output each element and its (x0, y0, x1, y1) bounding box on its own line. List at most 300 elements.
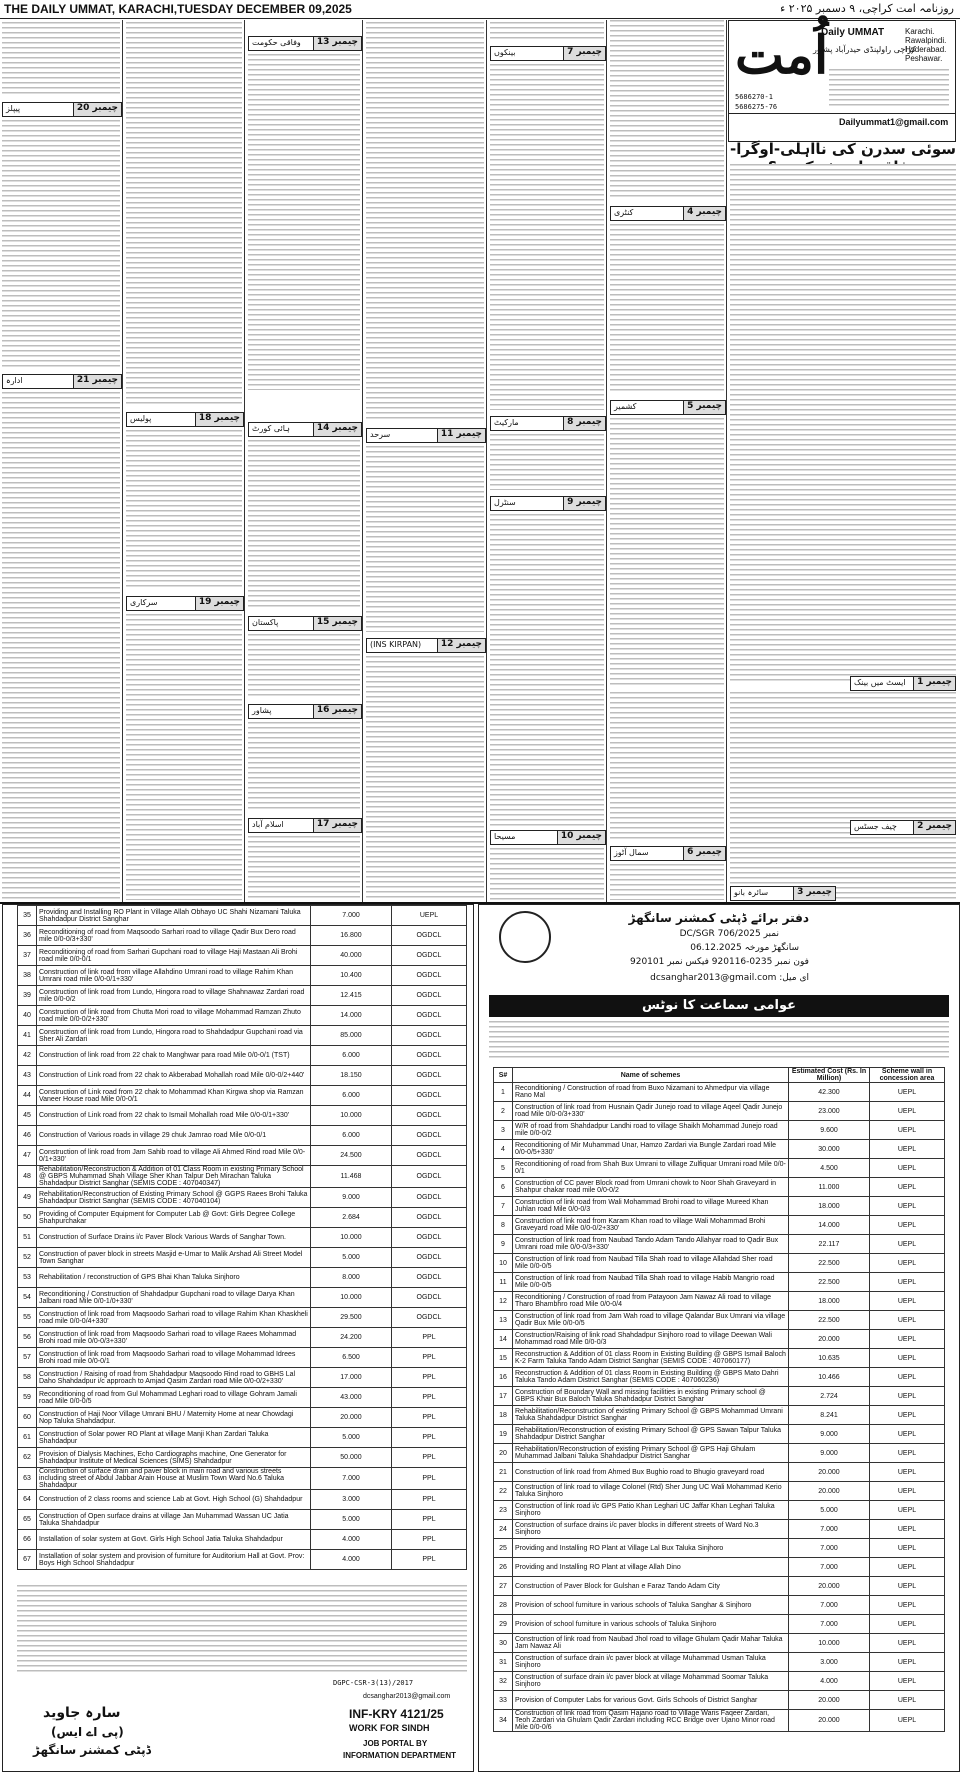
table-row (494, 1444, 945, 1463)
section-number: چیمبر 20 (73, 103, 121, 116)
row-scheme-type: UEPL (870, 1083, 945, 1102)
table-row (494, 1710, 945, 1732)
office-email: ای میل: dcsanghar2013@gmail.com (650, 973, 809, 983)
row-number: 19 (494, 1425, 513, 1444)
table-row (18, 1268, 467, 1288)
row-cost: 24.500 (311, 1146, 392, 1166)
top-dateline-bar (0, 0, 960, 19)
row-scheme-name: Construction of link road from village Allahdino Umrani road to village Rahim Khan Umrani road mile 0/0-0/1+330' (37, 966, 311, 986)
row-scheme-name: Construction of link road from Wali Mohammad Brohi road to village Mureed Khan Juhlan road Mile 0/0-0/3 (513, 1197, 789, 1216)
masthead-tagline: کراچی راولپنڈی حیدرآباد پشاور (813, 45, 916, 54)
row-scheme-type: OGDCL (392, 1228, 467, 1248)
section-number: چیمبر 16 (313, 705, 361, 718)
section-header (610, 846, 726, 861)
city: Rawalpindi. (905, 36, 947, 45)
row-cost: 5.000 (311, 1248, 392, 1268)
office-name: دفتر برائے ڈپٹی کمشنر سانگھڑ (628, 911, 809, 925)
row-cost: 43.000 (311, 1388, 392, 1408)
row-scheme-type: UEPL (870, 1273, 945, 1292)
row-cost: 6.000 (311, 1126, 392, 1146)
section-header (366, 428, 486, 443)
dateline-urdu: روزنامہ امت کراچی، ۹ دسمبر ۲۰۲۵ ء (780, 2, 954, 15)
row-cost: 9.600 (789, 1121, 870, 1140)
row-scheme-name: Construction of link road from Chutta Mori road to village Mohammad Ramzan Zhuto road mile 0/0-0/2+330' (37, 1006, 311, 1026)
row-scheme-name: Reconstruction & Addition of 01 class Room in Existing Building @ GBPS Ismail Baloch K-2 Farm Taluka Tando Adam District Sanghar (SEMIS CODE : 407060177) (513, 1349, 789, 1368)
row-scheme-name: Reconditioning of Mir Muhammad Unar, Hamzo Zardari via Bungle Zardari road Mile 0/0-0/5+330' (513, 1140, 789, 1159)
table-row (494, 1653, 945, 1672)
row-scheme-type: OGDCL (392, 1086, 467, 1106)
row-cost: 20.000 (789, 1330, 870, 1349)
section-header (248, 616, 362, 631)
row-cost: 4.000 (789, 1672, 870, 1691)
row-scheme-type: PPL (392, 1490, 467, 1510)
section-number: چیمبر 17 (313, 819, 361, 832)
row-cost: 4.000 (311, 1550, 392, 1570)
row-number: 62 (18, 1448, 37, 1468)
section-number: چیمبر 7 (563, 47, 605, 60)
row-cost: 18.150 (311, 1066, 392, 1086)
row-number: 1 (494, 1083, 513, 1102)
row-scheme-type: PPL (392, 1408, 467, 1428)
row-number: 11 (494, 1273, 513, 1292)
section-number: چیمبر 2 (913, 821, 955, 834)
row-cost: 14.000 (311, 1006, 392, 1026)
table-row (18, 1328, 467, 1348)
column-rule (606, 20, 607, 902)
row-number: 64 (18, 1490, 37, 1510)
table-row (18, 1530, 467, 1550)
row-cost: 10.000 (311, 1288, 392, 1308)
column-text (490, 434, 604, 490)
table-row (18, 1468, 467, 1490)
city: Peshawar. (905, 54, 943, 63)
row-scheme-type: UEPL (870, 1216, 945, 1235)
row-scheme-name: Construction of CC paver Block road from Umrani chowk to Noor Shah Graveyard in Shahpur chakar road mile 0/0-0/2 (513, 1178, 789, 1197)
row-scheme-name: Reconditioning of road from Shah Bux Umrani to village Zulfiquar Umrani road Mile 0/0-0/1 (513, 1159, 789, 1178)
tender-ad-left (2, 904, 474, 1772)
row-scheme-name: Construction of surface drain i/c paver block at village Mohammad Soomar Taluka Sinjhoro (513, 1672, 789, 1691)
row-number: 6 (494, 1178, 513, 1197)
row-scheme-type: UEPL (870, 1292, 945, 1311)
row-scheme-name: Construction of Surface Drains i/c Paver Block Various Wards of Sanghar Town. (37, 1228, 311, 1248)
section-number: چیمبر 21 (73, 375, 121, 388)
city: Karachi. (905, 27, 935, 36)
section-header (490, 46, 606, 61)
row-number: 65 (18, 1510, 37, 1530)
section-header (850, 820, 956, 835)
table-row (18, 926, 467, 946)
row-cost: 20.000 (311, 1408, 392, 1428)
row-scheme-type: UEPL (870, 1102, 945, 1121)
row-scheme-type: UEPL (870, 1710, 945, 1732)
table-row (494, 1197, 945, 1216)
row-number: 3 (494, 1121, 513, 1140)
row-scheme-name: Rehabilitation/Reconstruction of Existing Primary School @ GGPS Raees Brohi Taluka Shahdadpur District Sanghar (SEMIS CODE : 407040104) (37, 1188, 311, 1208)
row-scheme-name: Rehabilitation/Reconstruction of existing Primary School @ GBPS Mohammad Umrani Taluka Shahdadpur District Sanghar (513, 1406, 789, 1425)
row-cost: 10.466 (789, 1368, 870, 1387)
row-scheme-name: Construction of link road from Karam Khan road to village Wali Mohammad Brohi Graveyard road Mile 0/0-0/2+330' (513, 1216, 789, 1235)
row-scheme-name: Reconditioning of road from Gul Mohammad Leghari road to village Gohram Jamali road Mile 0/0-0/5 (37, 1388, 311, 1408)
dgpc-ref: DGPC-CSR-3(13)/2017 (333, 1679, 414, 1687)
table-row (18, 1490, 467, 1510)
row-cost: 9.000 (789, 1444, 870, 1463)
column-text (248, 54, 360, 390)
row-number: 27 (494, 1577, 513, 1596)
section-header (610, 400, 726, 415)
table-row (494, 1406, 945, 1425)
row-number: 58 (18, 1368, 37, 1388)
column-rule (362, 20, 363, 902)
section-header (610, 206, 726, 221)
row-scheme-name: Construction of Paver Block for Gulshan e Faraz Tando Adam City (513, 1577, 789, 1596)
column-text (490, 64, 604, 410)
row-scheme-type: UEPL (870, 1577, 945, 1596)
section-subtitle: سائرہ بانو (734, 888, 769, 897)
row-cost: 9.000 (789, 1425, 870, 1444)
row-cost: 10.635 (789, 1349, 870, 1368)
section-subtitle: اسلام آباد (252, 820, 284, 829)
row-scheme-name: Construction of link road from Lundo, Hingora road to Shahdadpur Gupchani road via Sher Ali Zardari (37, 1026, 311, 1046)
row-cost: 23.000 (789, 1102, 870, 1121)
column-text (610, 224, 724, 394)
row-cost: 3.000 (311, 1490, 392, 1510)
section-header (248, 704, 362, 719)
row-scheme-type: UEPL (870, 1406, 945, 1425)
row-cost: 20.000 (789, 1463, 870, 1482)
section-number: چیمبر 6 (683, 847, 725, 860)
table-row (494, 1159, 945, 1178)
section-subtitle: پشاور (252, 706, 272, 715)
row-scheme-type: UEPL (870, 1653, 945, 1672)
table-row (18, 1308, 467, 1328)
row-number: 37 (18, 946, 37, 966)
row-number: 15 (494, 1349, 513, 1368)
row-scheme-type: PPL (392, 1448, 467, 1468)
row-cost: 9.000 (311, 1188, 392, 1208)
row-number: 57 (18, 1348, 37, 1368)
row-scheme-name: Providing and Installing RO Plant in Village Allah Obhayo UC Shahi Nizamani Taluka Shahdadpur District Sanghar (37, 906, 311, 926)
row-number: 31 (494, 1653, 513, 1672)
row-scheme-name: Reconditioning / Construction of Shahdadpur Gupchani road to village Darya Khan Jalbani road Mile 0/0-1/0+330' (37, 1288, 311, 1308)
table-row (18, 906, 467, 926)
row-scheme-type: OGDCL (392, 1066, 467, 1086)
row-number: 23 (494, 1501, 513, 1520)
row-cost: 85.000 (311, 1026, 392, 1046)
row-cost: 6.000 (311, 1046, 392, 1066)
row-cost: 12.415 (311, 986, 392, 1006)
row-number: 30 (494, 1634, 513, 1653)
row-cost: 17.000 (311, 1368, 392, 1388)
row-scheme-name: Construction of link road i/c GPS Patio Khan Leghari UC Jaffar Khan Leghari Taluka Sinjhoro (513, 1501, 789, 1520)
col-header-cost: Estimated Cost (Rs. In Million) (789, 1068, 870, 1083)
row-scheme-name: Construction of link road from 22 chak to Manghwar para road Mile 0/0-0/1 (TST) (37, 1046, 311, 1066)
table-row (18, 1106, 467, 1126)
officer-name: سارہ جاوید (43, 1705, 121, 1721)
row-number: 42 (18, 1046, 37, 1066)
masthead-address-text (829, 69, 949, 109)
row-scheme-name: Construction of link road from Naubad Tilla Shah road to village Allahdad Sher road Mile 0/0-0/5 (513, 1254, 789, 1273)
table-row (18, 1066, 467, 1086)
section-number: چیمبر 5 (683, 401, 725, 414)
row-number: 46 (18, 1126, 37, 1146)
row-number: 10 (494, 1254, 513, 1273)
sindh-govt-seal-icon (499, 911, 551, 963)
table-row (18, 1408, 467, 1428)
row-scheme-name: Construction of link road to village Colonel (Rtd) Sher Jung UC Wali Mohammad Kerio Taluka Sinjhoro (513, 1482, 789, 1501)
row-number: 54 (18, 1288, 37, 1308)
column-rule (244, 20, 245, 902)
letter-date: سانگھڑ مورخہ 06.12.2025 (690, 943, 799, 953)
ummat-logo: اُمت (735, 25, 829, 86)
column-rule (726, 20, 727, 902)
row-scheme-type: OGDCL (392, 1126, 467, 1146)
column-text (2, 22, 120, 96)
row-scheme-name: Construction of Link road from 22 chak to Mohammad Khan Kirgwa shop via Ramzan Vaneer House road Mile 0/0-0/1 (37, 1086, 311, 1106)
section-header (730, 886, 836, 901)
row-scheme-type: PPL (392, 1388, 467, 1408)
table-row (494, 1425, 945, 1444)
table-row (494, 1330, 945, 1349)
row-cost: 50.000 (311, 1448, 392, 1468)
row-cost: 7.000 (789, 1615, 870, 1634)
notice-title: عوامی سماعت کا نوٹس (489, 995, 949, 1017)
table-row (494, 1482, 945, 1501)
table-row (18, 1428, 467, 1448)
row-number: 56 (18, 1328, 37, 1348)
editorial-body (730, 164, 956, 684)
row-scheme-name: Construction of link road from Lundo, Hingora road to village Shahnawaz Zardari road mile 0/0-0/2 (37, 986, 311, 1006)
row-scheme-type: UEPL (870, 1444, 945, 1463)
editorial-headline: سوئی سدرن کی نااہلی-اوگرا- (730, 140, 956, 158)
table-row (494, 1292, 945, 1311)
row-number: 7 (494, 1197, 513, 1216)
table-row (494, 1691, 945, 1710)
row-scheme-type: UEPL (870, 1634, 945, 1653)
table-row (18, 1388, 467, 1408)
row-cost: 8.000 (311, 1268, 392, 1288)
section-subtitle: بینکوں (494, 48, 516, 57)
table-row (494, 1311, 945, 1330)
section-number: چیمبر 18 (195, 413, 243, 426)
row-cost: 42.300 (789, 1083, 870, 1102)
row-cost: 40.000 (311, 946, 392, 966)
row-scheme-type: UEPL (870, 1691, 945, 1710)
row-scheme-type: UEPL (870, 1615, 945, 1634)
row-scheme-type: OGDCL (392, 1248, 467, 1268)
table-row (18, 986, 467, 1006)
row-number: 59 (18, 1388, 37, 1408)
row-scheme-name: Provision of school furniture in various schools of Taluka Sinjhoro (513, 1615, 789, 1634)
row-scheme-name: Reconstruction & Addition of 01 class Room in Existing Building @ GBPS Mato Dahri Taluka Tando Adam District Sanghar (SEMIS CODE : 407060236) (513, 1368, 789, 1387)
column-text (366, 22, 484, 422)
row-scheme-type: UEPL (870, 1463, 945, 1482)
row-number: 48 (18, 1166, 37, 1188)
row-scheme-name: Construction of Various roads in village 29 chuk Jamrao road Mile 0/0-0/1 (37, 1126, 311, 1146)
work-for-sindh: WORK FOR SINDH (349, 1723, 430, 1733)
table-row (494, 1368, 945, 1387)
row-scheme-type: UEPL (870, 1596, 945, 1615)
masthead (728, 20, 956, 142)
row-scheme-name: Construction of surface drain and paver block in main road and various streets including street of Abdul Jabbar Arain House at Muslim Town Ward No.6 Taluka Shahdadpur (37, 1468, 311, 1490)
row-number: 44 (18, 1086, 37, 1106)
column-text (366, 446, 484, 632)
editorial-body-2 (730, 692, 956, 902)
row-cost: 4.000 (311, 1530, 392, 1550)
column-text (366, 656, 484, 900)
row-cost: 10.000 (311, 1106, 392, 1126)
table-row (18, 1146, 467, 1166)
table-row (494, 1672, 945, 1691)
section-number: چیمبر 15 (313, 617, 361, 630)
row-number: 52 (18, 1248, 37, 1268)
ad-notes-text (17, 1585, 467, 1675)
row-number: 5 (494, 1159, 513, 1178)
row-cost: 11.468 (311, 1166, 392, 1188)
row-scheme-type: OGDCL (392, 1308, 467, 1328)
row-cost: 20.000 (789, 1577, 870, 1596)
row-scheme-name: Construction of paver block in streets Masjid e-Umar to Malik Arshad Ali Street Model Town Sanghar (37, 1248, 311, 1268)
row-scheme-type: UEPL (870, 1425, 945, 1444)
row-scheme-type: PPL (392, 1468, 467, 1490)
schemes-table-continued (17, 905, 467, 1570)
row-scheme-name: Construction/Raising of link road Shahdadpur Sinjhoro road to village Deewan Wali Mohammad road Mile 0/0-0/3 (513, 1330, 789, 1349)
section-subtitle: پیپلز (6, 104, 21, 113)
column-text (126, 614, 242, 900)
row-cost: 29.500 (311, 1308, 392, 1328)
row-scheme-type: PPL (392, 1510, 467, 1530)
row-number: 33 (494, 1691, 513, 1710)
row-cost: 7.000 (789, 1539, 870, 1558)
row-number: 49 (18, 1188, 37, 1208)
row-number: 2 (494, 1102, 513, 1121)
table-row (494, 1539, 945, 1558)
row-cost: 22.117 (789, 1235, 870, 1254)
row-scheme-type: PPL (392, 1530, 467, 1550)
city: Hyderabad. (905, 45, 947, 54)
row-number: 51 (18, 1228, 37, 1248)
row-scheme-type: UEPL (870, 1311, 945, 1330)
row-scheme-type: UEPL (870, 1482, 945, 1501)
row-scheme-type: OGDCL (392, 1166, 467, 1188)
row-scheme-type: UEPL (870, 1558, 945, 1577)
row-cost: 7.000 (789, 1596, 870, 1615)
row-number: 14 (494, 1330, 513, 1349)
row-number: 18 (494, 1406, 513, 1425)
row-scheme-type: OGDCL (392, 1288, 467, 1308)
letter-number: نمبر DC/SGR 706/2025 (679, 929, 779, 939)
ad-reference: INF-KRY 4121/25 (349, 1707, 444, 1721)
section-number: چیمبر 1 (913, 677, 955, 690)
table-row (18, 1208, 467, 1228)
row-number: 41 (18, 1026, 37, 1046)
table-row (494, 1083, 945, 1102)
row-cost: 5.000 (311, 1428, 392, 1448)
phone-1: 5686270-1 (735, 93, 773, 101)
table-row (494, 1273, 945, 1292)
row-number: 21 (494, 1463, 513, 1482)
row-scheme-type: UEPL (870, 1349, 945, 1368)
column-text (490, 848, 604, 900)
row-number: 39 (18, 986, 37, 1006)
row-scheme-name: Construction of Boundary Wall and missing facilities in existing Primary school @ GBPS Khair Bux Baloch Taluka Shahdadpur District Sanghar (513, 1387, 789, 1406)
section-number: چیمبر 13 (313, 37, 361, 50)
row-cost: 20.000 (789, 1691, 870, 1710)
table-row (18, 1510, 467, 1530)
row-scheme-type: UEPL (870, 1159, 945, 1178)
section-header (248, 818, 362, 833)
row-number: 16 (494, 1368, 513, 1387)
row-number: 8 (494, 1216, 513, 1235)
table-row (18, 1228, 467, 1248)
job-portal: JOB PORTAL BY (363, 1739, 428, 1748)
table-row (18, 1448, 467, 1468)
table-row (18, 1166, 467, 1188)
row-scheme-type: OGDCL (392, 1188, 467, 1208)
masthead-divider (729, 113, 955, 114)
row-scheme-type: UEPL (870, 1368, 945, 1387)
row-scheme-type: OGDCL (392, 1006, 467, 1026)
office-phone: فون نمبر 0235-920116 فیکس نمبر 920101 (630, 957, 809, 967)
row-scheme-name: Construction of link road from Husnain Qadir Junejo road to village Aqeel Qadir Junejo road Mile 0/0-0/3+330' (513, 1102, 789, 1121)
row-scheme-type: UEPL (870, 1197, 945, 1216)
row-scheme-name: Construction of surface drain i/c paver block at village Muhammad Usman Taluka Sinjhoro (513, 1653, 789, 1672)
table-row (494, 1102, 945, 1121)
daily-label: Daily UMMAT (821, 27, 885, 38)
section-subtitle: ایسٹ میں بینک (854, 678, 906, 687)
section-subtitle: ادارہ (6, 376, 23, 385)
table-row (494, 1634, 945, 1653)
row-scheme-name: Construction of link road from Maqsoodo Sarhari road to village Rahim Khan Khaskheli road mile 0/0-0/4+330' (37, 1308, 311, 1328)
row-cost: 7.000 (311, 1468, 392, 1490)
row-number: 38 (18, 966, 37, 986)
row-scheme-type: OGDCL (392, 946, 467, 966)
row-number: 26 (494, 1558, 513, 1577)
section-subtitle: وفاقی حکومت (252, 38, 301, 47)
section-header (126, 596, 244, 611)
row-number: 67 (18, 1550, 37, 1570)
row-scheme-type: PPL (392, 1368, 467, 1388)
row-scheme-name: Providing and Installing RO Plant at Village Lal Bux Taluka Sinjhoro (513, 1539, 789, 1558)
row-number: 4 (494, 1140, 513, 1159)
row-scheme-name: Construction of link road from Naubad Tilla Shah road to village Habib Mangrio road Mile 0/0-0/5 (513, 1273, 789, 1292)
table-row (494, 1140, 945, 1159)
row-scheme-name: Providing of Computer Equipment for Computer Lab @ Govt: Girls Degree College Shahpurchakar (37, 1208, 311, 1228)
section-header (490, 496, 606, 511)
row-scheme-type: UEPL (392, 906, 467, 926)
row-scheme-name: Reconditioning / Construction of road from Patayoon Jam Nawaz Ali road to village Tharo Bhambhro road Mile 0/0-0/4 (513, 1292, 789, 1311)
column-rule (486, 20, 487, 902)
row-cost: 5.000 (311, 1510, 392, 1530)
table-row (494, 1178, 945, 1197)
table-row (18, 1126, 467, 1146)
column-text (610, 692, 724, 842)
row-number: 9 (494, 1235, 513, 1254)
row-scheme-type: OGDCL (392, 1046, 467, 1066)
section-subtitle: مارکیٹ (494, 418, 519, 427)
row-number: 60 (18, 1408, 37, 1428)
row-number: 36 (18, 926, 37, 946)
row-scheme-name: Construction of surface drains i/c paver blocks in different streets of Ward No.3 Sinjhoro (513, 1520, 789, 1539)
row-number: 55 (18, 1308, 37, 1328)
col-header-sno: S# (494, 1068, 513, 1083)
row-scheme-type: OGDCL (392, 926, 467, 946)
row-scheme-name: Construction of link road from Ahmed Bux Bughio road to Bhugio graveyard road (513, 1463, 789, 1482)
row-number: 34 (494, 1710, 513, 1732)
row-number: 61 (18, 1428, 37, 1448)
col-header-scheme: Scheme wall in concession area (870, 1068, 945, 1083)
row-scheme-type: PPL (392, 1348, 467, 1368)
row-scheme-name: Construction of Link road from 22 chak to Ismail Mohallah road Mile 0/0-0/1+330' (37, 1106, 311, 1126)
